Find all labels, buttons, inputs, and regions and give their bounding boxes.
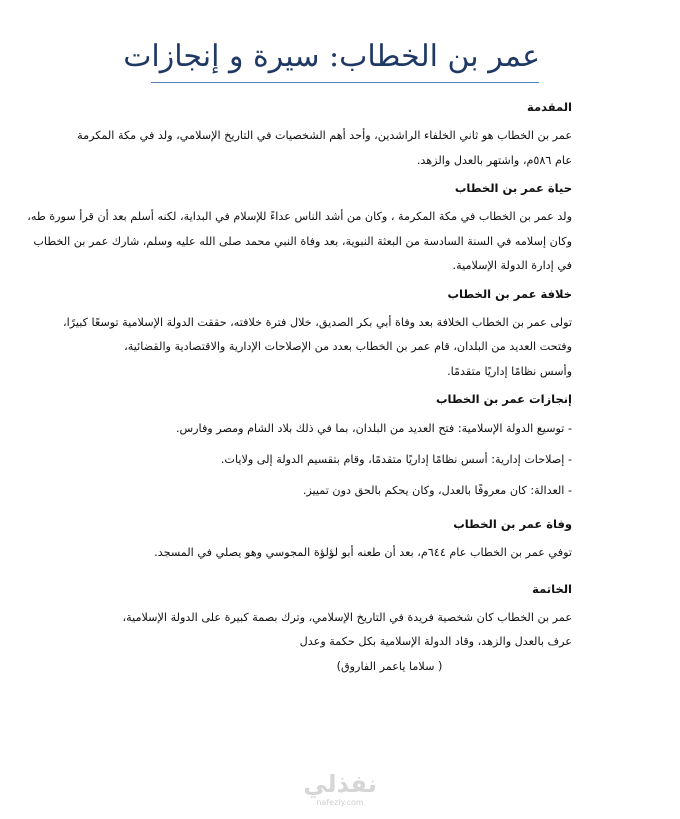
death-line-1: توفي عمر بن الخطاب عام ٦٤٤م، بعد أن طعنه أبو لؤلؤة المجوسي وهو يصلي في المسجد. (154, 546, 572, 559)
closing-salutation: ( سلاما ياعمر الفاروق) (336, 659, 443, 673)
watermark (290, 770, 390, 808)
section-heading-caliphate: خلافة عمر بن الخطاب (447, 286, 572, 301)
conclusion-line-2: عرف بالعدل والزهد، وقاد الدولة الإسلامية بكل حكمة وعدل (299, 635, 572, 648)
section-heading-achievements: إنجازات عمر بن الخطاب (435, 392, 572, 406)
caliphate-line-1: تولى عمر بن الخطاب الخلافة بعد وفاة أبي بكر الصديق، خلال فترة خلافته، حققت الدولة الإسلامية توسعًا كبيرًا، (63, 315, 572, 329)
achievement-item-1: - توسيع الدولة الإسلامية: فتح العديد من البلدان، بما في ذلك بلاد الشام ومصر وفارس. (175, 422, 572, 435)
life-line-3: في إدارة الدولة الإسلامية. (452, 259, 572, 272)
conclusion-line-1: عمر بن الخطاب كان شخصية فريدة في التاريخ الإسلامي، وترك بصمة كبيرة على الدولة الإسلامية، (122, 610, 572, 624)
life-line-1: ولد عمر بن الخطاب في مكة المكرمة ، وكان من أشد الناس عداءً للإسلام في البداية، لكنه أسلم بعد أن قرأ سورة طه، (27, 210, 572, 223)
watermark-url: nafezly.com (316, 798, 364, 807)
title-block (123, 36, 540, 83)
intro-line-1: عمر بن الخطاب هو ثاني الخلفاء الراشدين، وأحد أهم الشخصيات في التاريخ الإسلامي، ولد في مكة المكرمة (77, 129, 572, 142)
section-heading-intro: المقدمة (527, 100, 572, 114)
section-heading-life: حياة عمر بن الخطاب (454, 181, 572, 195)
document-body (27, 92, 572, 679)
section-heading-death: وفاة عمر بن الخطاب (453, 517, 572, 531)
life-line-2: وكان إسلامه في السنة السادسة من البعثة النبوية، بعد وفاة النبي محمد صلى الله عليه وسلم، شارك عمر بن الخطاب (33, 234, 572, 248)
achievement-item-3: - العدالة: كان معروفًا بالعدل، وكان يحكم بالحق دون تمييز. (302, 484, 572, 497)
watermark-logo: نفذلي (303, 770, 377, 798)
intro-line-2: عام ٥٨٦م، واشتهر بالعدل والزهد. (416, 153, 572, 167)
page-title: عمر بن الخطاب: سيرة و إنجازات (123, 39, 540, 74)
caliphate-line-2: وفتحت العديد من البلدان، قام عمر بن الخطاب بعدد من الإصلاحات الإدارية والاقتصادية والقضائية، (124, 340, 572, 353)
caliphate-line-3: وأسس نظامًا إداريًا متقدمًا. (447, 364, 572, 378)
section-heading-conclusion: الخاتمة (532, 581, 572, 596)
spacer (117, 566, 572, 574)
achievement-item-2: - إصلاحات إدارية: أسس نظامًا إداريًا متقدمًا، وقام بتقسيم الدولة إلى ولايات. (220, 453, 572, 466)
title-underline (151, 82, 539, 83)
